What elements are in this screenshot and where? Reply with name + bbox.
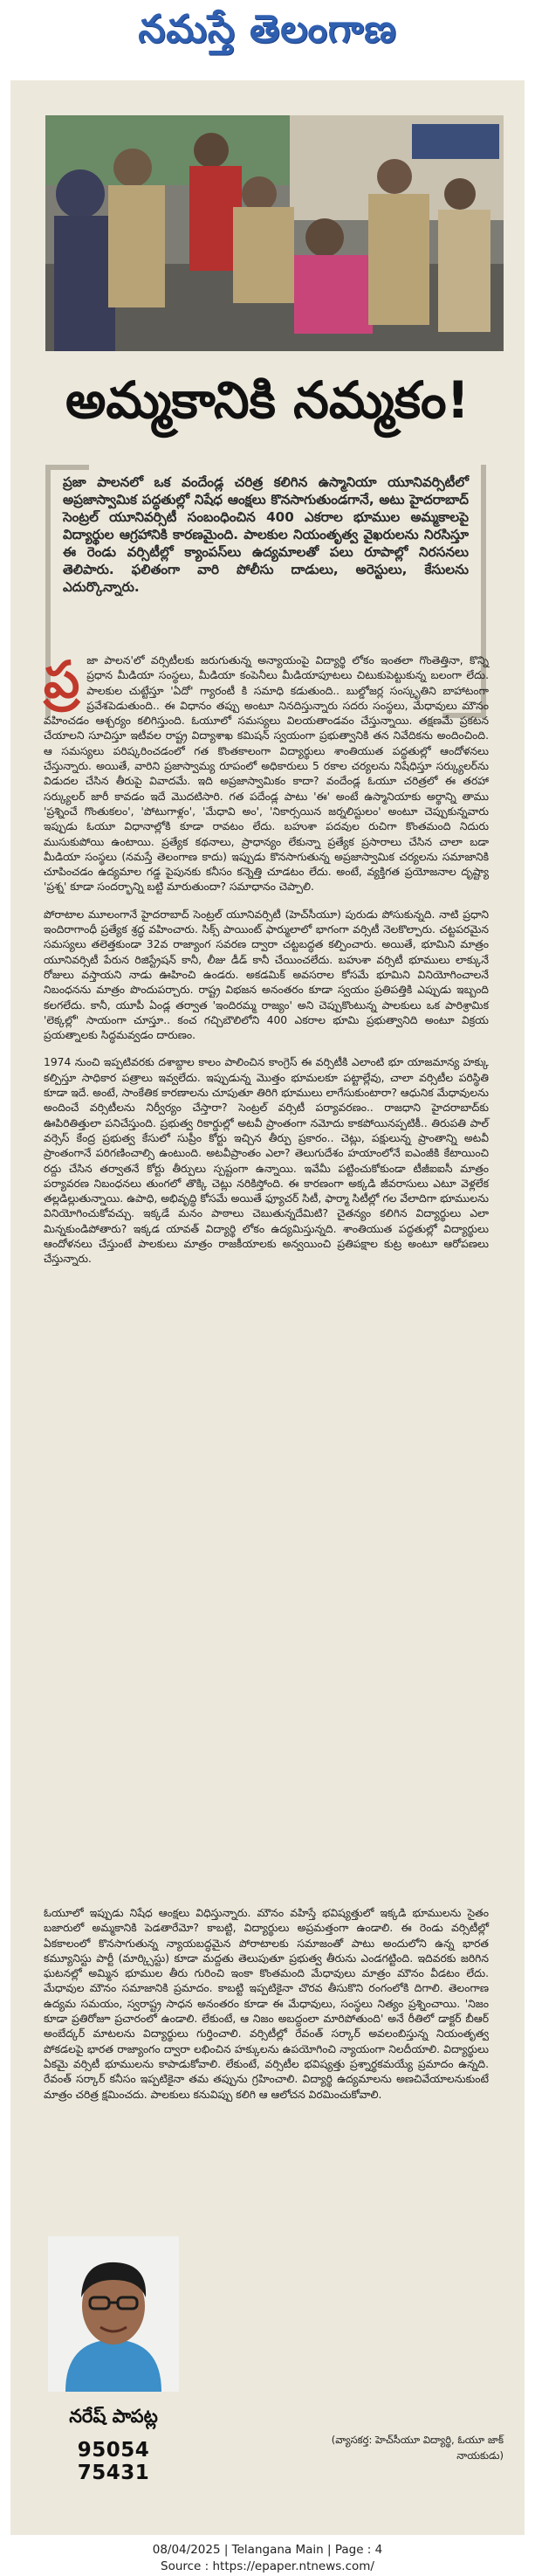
paragraph-4: ఓయూలో ఇప్పుడు నిషేధ ఆంక్షలు విధిస్తున్నారు. మౌనం వహిస్తే భవిష్యత్తులో ఇక్కడి భూములను సైతం బజారులో అమ్మకానికి పెడతారేమో? కాబట్టి, విద్యార్థులు అప్రమత్తంగా ఉండాలి. ఈ రెండు వర్సిటీల్లో ఏకకాలంలో కొనసాగుతున్న న్యాయబద్ధమైన పోరాటాలకు సమాజంతో పాటు అందులోని ఉన్న భారత కమ్యూనిస్టు పార్టీ (మార్క్సిస్టు) కూడా మద్దతు తెలుపుతూ ప్రభుత్వ తీరును ఎండగట్టింది. ఇదివరకు జరిగిన ఘటనల్లో అమ్మిన భూముల తీరు గురించి ఇంకా కొంతమంది మేధావులు మాత్రం మౌనం వీడటం లేదు. మేధావుల మౌనం సమాజానికి ప్రమాదం. కాబట్టి ఇప్పటికైనా చొరవ తీసుకొని రంగంలోకి దిగాలి. తెలంగాణ ఉద్యమ సమయం, స్వరాష్ట్ర సాధన అనంతరం కూడా ఈ మేధావులు, సంస్థలు నిత్యం ప్రశ్నించాయి. 'నిజం కూడా ప్రతిరోజూ ప్రచారంలో ఉండాలి. లేకుంటే, ఆ నిజం అబద్ధంలా మారిపోతుంది' అనే రీతిలో డాక్టర్ బీఆర్ అంబేద్కర్ మాటలను విద్యార్థులు గుర్తించాలి. వర్సిటీల్లో రేవంత్ సర్కార్ అవలంబిస్తున్న నియంతృత్వ పోకడలపై భారత రాజ్యాంగం ద్వారా లభించిన హక్కులను ఉపయోగించి న్యాయంగా నిలదీయాలి. విద్యార్థులు ఏకమై వర్సిటీ భూములను కాపాడుకోవాలి. లేకుంటే, వర్సిటీల భవిష్యత్తు ప్రశ్నార్థకమయ్యే ప్రమాదం ఉన్నది. రేవంత్ సర్కార్ కనీసం ఇప్పటికైనా తమ తప్పును గ్రహించాలి. విద్యార్థి ఉద్యమాలను అణచివేయాలనుకుంటే మాత్రం చరిత్ర క్షమించదు. పాలకులు కనువిప్పు కలిగి ఆ ఆలోచన విరమించుకోవాలి. (44, 1907, 489, 2101)
deck-text: ప్రజా పాలనలో ఒక వందేండ్ల చరిత్ర కలిగిన ఉస్మానియా యూనివర్సిటీలో అప్రజాస్వామిక పద్ధతుల్లో నిషేధ ఆంక్షలు కొనసాగుతుండగానే, అటు హైదరాబాద్ సెంట్రల్ యూనివర్సిటీ సంబంధించిన 400 ఎకరాల భూముల అమ్మకాలపై విద్యార్థుల ఆగ్రహానికి కారణమైంది. పాలకుల నియంతృత్వ వైఖరులను నిరసిస్తూ ఈ రెండు వర్సిటీల్లో క్యాంపస్‌లు ఉద్యమాలతో పలు రూపాల్లో నిరసనలు తెలిపారు. ఫలితంగా వారి పోలీసు దాడులు, అరెస్టులు, కేసులను ఎదుర్కొన్నారు. (63, 474, 469, 595)
masthead (0, 0, 535, 68)
article-headline: అమ్మకానికి నమ్మకం! (65, 370, 470, 430)
footer-source: Source : https://epaper.ntnews.com/ (161, 2559, 374, 2573)
author-portrait (48, 2236, 179, 2392)
protest-photo-illustration (45, 115, 504, 351)
paragraph-2: పోరాటాల మూలంగానే హైదరాబాద్ సెంట్రల్ యూనివర్సిటీ (హెచ్‌సీయూ) పురుడు పోసుకున్నది. నాటి ప్రధాని ఇందిరాగాంధీ ప్రత్యేక శ్రద్ధ వహించారు. సిక్స్ పాయింట్ ఫార్ములాలో భాగంగా వర్సిటీ నెలకొల్పారు. చట్టపరమైన సమస్యలు తలెత్తకుండా 32వ రాజ్యాంగ సవరణ ద్వారా చట్టబద్ధత కల్పించారు. అయితే, భూమిని మాత్రం యూనివర్సిటీ పేరున రిజిస్ట్రేషన్ కానీ, లీజు డీడ్ కానీ చేయించలేదు. బహుశా వర్సిటీ భూములు లాక్కునే రోజులు వస్తాయని నాడు ఊహించి ఉండరు. అకడమిక్ అవసరాల కోసమే భూమిని వినియోగించాలనే నిబంధనను మాత్రం పొందుపర్చారు. రాష్ట్ర విభజన అనంతరం కూడా స్వయం ప్రతిపత్తికి ఎప్పుడు ఇబ్బంది కలగలేదు. కానీ, యూపీ ఏండ్ల తర్వాత 'ఇందిరమ్మ రాజ్యం' అని చెప్పుకొంటున్న పాలకులు ఒక పారిశ్రామిక 'లెక్కల్లో' సాయంగా చూస్తూ.. కంచ గచ్చిబౌలిలోని 400 ఎకరాల భూమి ప్రభుత్వానిది అంటూ విక్రయ ప్రయత్నాలకు సిద్ధమవ్వడం దారుణం. (44, 908, 489, 1042)
paragraph-3: 1974 నుంచి ఇప్పటివరకు దశాబ్దాల కాలం పాలించిన కాంగ్రెస్ ఈ వర్సిటీకి ఎలాంటి భూ యాజమాన్య హక్కు కల్పిస్తూ సాధికార పత్రాలు ఇవ్వలేదు. ఇప్పుడున్న మొత్తం భూమలకూ పట్టాల్లేవు, చాలా వర్సిటీల పరిస్థితి కూడా ఇదే. అంటే, సాంకేతిక కారణాలను చూపుతూ తిరిగి భూములు లాగేసుకుంటారా? ఆధునిక మేధావులను అందించే వర్సిటీలను నిర్వీర్యం చేస్తారా? సెంట్రల్ వర్సిటీ పర్యావరణం.. రాజధాని హైదరాబాద్‌కు ఊపిరితిత్తులా పనిచేస్తుంది. ప్రభుత్వ రికార్డుల్లో అటవీ ప్రాంతంగా నమోదు కాకపోయినప్పటికీ.. తిరుపతి పాల్ వర్సెస్ కేంద్ర ప్రభుత్వ కేసులో సుప్రీం కోర్టు ఇచ్చిన తీర్పు ప్రకారం.. చెట్లు, పక్షులున్న ప్రాంతాన్ని అటవీ ప్రాంతంగానే పరిగణించాల్సి ఉంటుంది. అటవీప్రాంతం ఎలా? తెలుగుదేశం హయాంలోనే ఐఎంజీకి కేటాయించి రద్దు చేసిన తర్వాతనే కోర్టు తీర్పులు స్పష్టంగా ఉన్నాయి. ఇవేమీ పట్టించుకోకుండా టీజీఐఐసీ మాత్రం పర్యావరణ నిబంధనలు తుంగలో తొక్కి చెట్లు నరికిస్తోంది. ఈ కారణంగా అక్కడి జీవరాసులు ఎటూ వెళ్లలేక తల్లడిల్లుతున్నాయి. ఉపాధి, అభివృద్ధి కోసమే అయితే ఫ్యూచర్ సిటీ, ఫార్మా సిటీల్లో గల వేలాదిగా భూములను వినియోగించుకోవచ్చు. ఇక్కడే మనం పాఠాలు చెబుతున్నదేమిటి? చైతన్యం కలిగిన విద్యార్థులు ఎలా మిన్నకుండిపోతారు? ఇక్కడ యావత్ విద్యార్థి లోకం ఉద్యమిస్తున్నది. శాంతియుత పద్ధతుల్లో విద్యార్థులు ఆందోళనలు చేస్తుంటే పాలకులు మాత్రం రాజకీయాలకు అన్వయించి ప్రతిపక్షాల కుట్ర అంటూ ఆరోపణలు చేస్తున్నారు. (44, 1056, 489, 1266)
paragraph-1 (44, 650, 489, 895)
article-clipping (10, 80, 525, 2535)
footer-date-edition: 08/04/2025 | Telangana Main | Page : 4 (152, 2543, 383, 2557)
paragraph-1-text: జా పాలన'లో వర్సిటీలకు జరుగుతున్న అన్యాయంపై విద్యార్థి లోకం ఇంతలా గొంతెత్తినా, కొన్ని ప్రధాన మీడియా సంస్థలు, మీడియా కంపెనీలు మీడియాపూటలు చిటుకుపెట్టుకున్న బలంగా లేదు. పాలకుల చుట్టేస్తూ 'ఏదో' గ్యారంటీ కి సమాధి కడుతుంది.. బుల్డోజర్ల సంస్కృతిని బాహాటంగా ప్రవేశపెడుతుంది.. ఈ విధానం తప్పు అంటూ నినదిస్తున్నారు సదరు సంస్థలు, మేధావులు మౌనం వహించడం ఆశ్చర్యం కలిగిస్తుంది. ఓయూలో సమస్యలు విలయతాండవం చేస్తున్నాయి. తక్షణమే ప్రకటన చేయాలని సూచిస్తూ ఇటీవల రాష్ట్ర విద్యాశాఖ కమిషన్ స్వయంగా ప్రభుత్వానికి తన నివేదికను అందించింది. ఆ సమస్యలు పరిష్కరించడంలో గత కొంతకాలంగా విద్యార్థులు శాంతియుత పద్ధతుల్లో ఆందోళనలు చేస్తున్నారు. అయితే, వారిని ప్రజాస్వామ్య రూపంలో అధికారులు 5 రకాల చర్యలను నిషేధిస్తూ సర్క్యులర్‌ను విడుదల చేసిన తీరుపై వివాదమే. ఇది అప్రజాస్వామికం కాదా? వందేండ్ల ఓయూ చరిత్రలో ఈ తరహా సర్క్యులర్ జారీ కావడం ఇదే మొదటిసారి. గత పదేండ్ల పాటు 'ఈ' అంటే ఉస్మానియాకు అర్థాన్ని తాము 'ప్రశ్నించే గొంతుకలం', 'పోటుగాళ్లం', 'మేధావి అం', 'నికార్సయిన జర్నలిస్టులం' అంటూ చెప్పుకున్నవారు ఇప్పుడు ఓయూ విధానాల్లోకి కూడా రావటం లేదు. బహుశా పదవుల రుచిగా కొంతమంది నిదురు ముసుకుపోయి ఉంటాయి. ప్రత్యేక కథనాలు, ప్రాధాన్యం లేకున్నా ప్రత్యేక ప్రసారాలు చేసిన చాలా బడా మీడియా సంస్థలు (నమస్తే తెలంగాణ కాదు) ఇప్పుడు కొనసాగుతున్న అప్రజాస్వామిక చర్యలను సమాజానికి చూపించడం ఉద్యమాల గడ్డ పైపునకు కనీసం కన్నెత్తి చూడటం లేదు. అంటే, వ్యక్తిగత ప్రయోజనాల దృష్ట్యా 'ప్రశ్న' కూడా సందర్భాన్ని బట్టి మారుతుందా? సమాధానం చెప్పాలి. (44, 654, 489, 894)
author-photo (48, 2236, 179, 2392)
author-byline: (వ్యాసకర్త: హెచ్‌సీయూ విద్యార్థి, ఓయూ జాక్ నాయకుడు) (331, 2434, 504, 2462)
newspaper-title: నమస్తే తెలంగాణ (138, 7, 397, 52)
author-name: నరేష్ పాపట్ల (69, 2406, 158, 2427)
dropcap: ప్ర (44, 650, 80, 709)
article-body (44, 650, 489, 1280)
deck-corner-top (45, 465, 89, 470)
news-photo (45, 115, 504, 351)
article-body-last (44, 1906, 489, 2103)
page-footer (0, 2542, 535, 2575)
author-phone: 95054 75431 (77, 2439, 150, 2484)
